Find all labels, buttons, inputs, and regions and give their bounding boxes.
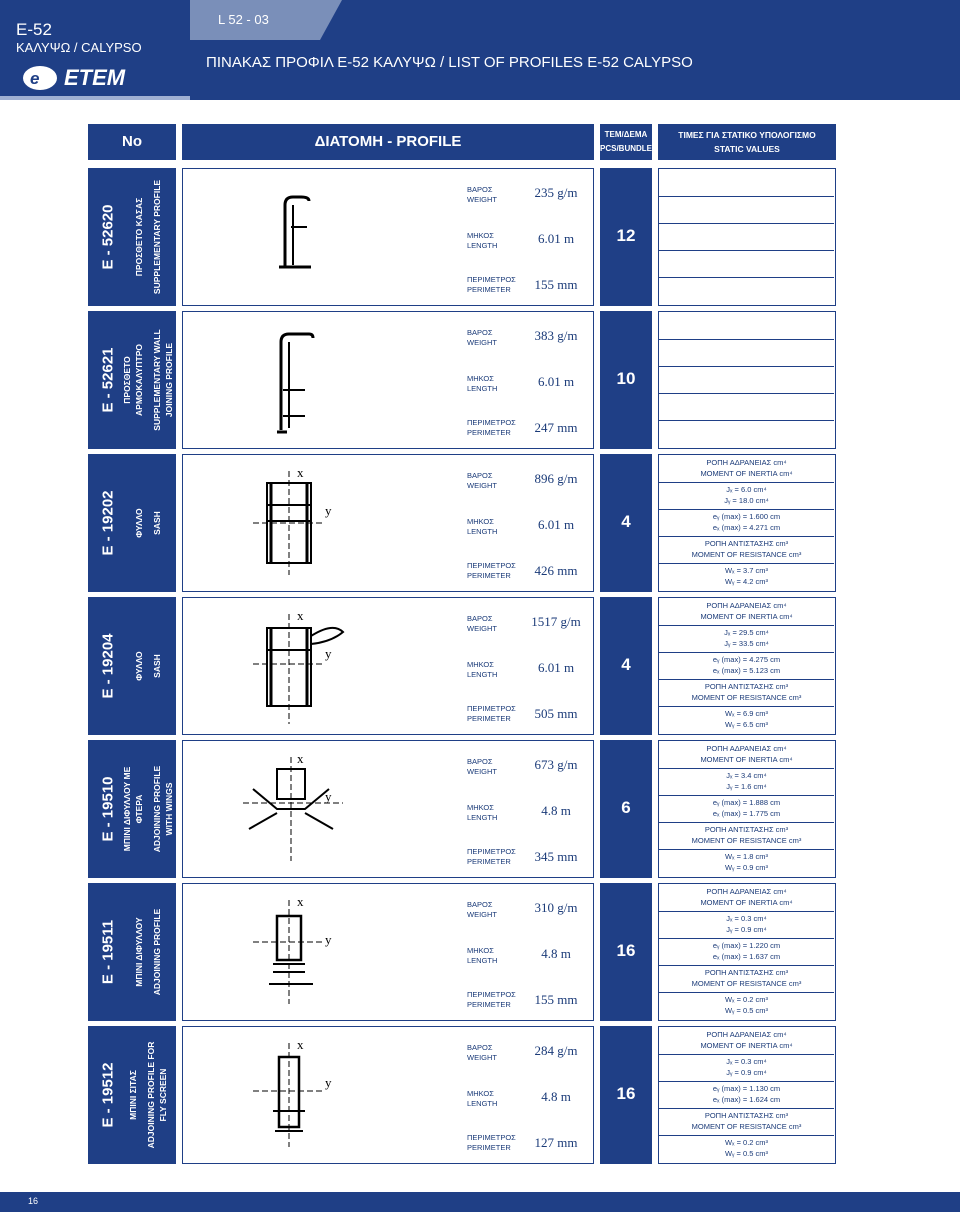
static-values-cell (658, 597, 836, 735)
weight-label-en: WEIGHT (467, 481, 497, 490)
resist-title-gr: ΡΟΠΗ ΑΝΤΙΣΤΑΣΗΣ cm³ (704, 968, 789, 977)
etem-logo (22, 64, 162, 97)
profile-desc-en: SASH (152, 654, 162, 678)
pcs-per-bundle: 6 (600, 740, 652, 878)
divider (659, 509, 834, 510)
table-row (0, 1026, 960, 1164)
empty-static-line (659, 420, 834, 421)
col-header-no: No (88, 124, 176, 160)
inertia-title-en: MOMENT OF INERTIA cm⁴ (700, 755, 793, 764)
profile-desc-gr: ΜΠΙΝΙ ΣΙΤΑΣ (128, 1070, 138, 1120)
axis-y-label: y (325, 789, 332, 804)
series-name: ΚΑΛΥΨΩ / CALYPSO (16, 40, 142, 55)
profile-desc-en: ADJOINING PROFILE WITH WINGS (152, 765, 174, 853)
profile-drawing-cell (182, 311, 594, 449)
empty-static-line (659, 223, 834, 224)
weight-label-en: WEIGHT (467, 1053, 497, 1062)
jx-value: Jₓ = 29.5 cm⁴ (724, 628, 769, 637)
profile-description (122, 1026, 174, 1164)
profile-description (122, 311, 174, 449)
series-code: E-52 (16, 20, 52, 39)
pcs-per-bundle: 12 (600, 168, 652, 306)
axis-x-label: x (297, 1037, 304, 1052)
profile-desc-en: SUPPLEMENTARY PROFILE (152, 179, 162, 295)
inertia-title-gr: ΡΟΠΗ ΑΔΡΑΝΕΙΑΣ cm⁴ (706, 601, 787, 610)
perimeter-label-en: PERIMETER (467, 571, 511, 580)
jy-value: Jᵧ = 0.9 cm⁴ (726, 1068, 767, 1077)
resist-title-en: MOMENT OF RESISTANCE cm³ (691, 979, 802, 988)
length-label (467, 517, 497, 537)
axis-x-label: x (297, 608, 304, 623)
profile-id-cell (88, 597, 176, 735)
perimeter-label-gr: ΠΕΡΙΜΕΤΡΟΣ (467, 847, 516, 856)
divider (659, 679, 834, 680)
perimeter-label (467, 1133, 516, 1153)
profile-drawing-cell (182, 740, 594, 878)
weight-label (467, 614, 497, 634)
profile-drawing-cell (182, 597, 594, 735)
col-header-static-gr: ΤΙΜΕΣ ΓΙΑ ΣΤΑΤΙΚΟ ΥΠΟΛΟΓΙΣΜΟ (678, 130, 816, 140)
axis-y-label: y (325, 1075, 332, 1090)
wx-value: Wₓ = 0.2 cm³ (724, 1138, 769, 1147)
resist-title-en: MOMENT OF RESISTANCE cm³ (691, 693, 802, 702)
length-label-en: LENGTH (467, 670, 498, 679)
profile-desc-text (127, 1042, 169, 1149)
profile-desc-gr: ΠΡΟΣΘΕΤΟ ΑΡΜΟΚΑΛΥΠΤΡΟ (122, 344, 144, 416)
jy-value: Jᵧ = 18.0 cm⁴ (724, 496, 769, 505)
profile-desc-en: SASH (152, 511, 162, 535)
profile-desc-en: SUPPLEMENTARY WALL JOINING PROFILE (152, 329, 174, 431)
divider (659, 1054, 834, 1055)
divider (659, 1135, 834, 1136)
weight-label-en: WEIGHT (467, 195, 497, 204)
perimeter-label (467, 561, 516, 581)
empty-static-line (659, 393, 834, 394)
profile-description (122, 454, 174, 592)
col-header-static (658, 124, 836, 160)
jx-value: Jₓ = 0.3 cm⁴ (726, 1057, 767, 1066)
wy-value: Wᵧ = 0.5 cm³ (724, 1149, 769, 1158)
weight-label-en: WEIGHT (467, 910, 497, 919)
profile-id-cell (88, 883, 176, 1021)
perimeter-label (467, 418, 516, 438)
weight-label-en: WEIGHT (467, 338, 497, 347)
perimeter-label-en: PERIMETER (467, 1143, 511, 1152)
weight-label-gr: ΒΑΡΟΣ (467, 1043, 493, 1052)
length-label-en: LENGTH (467, 241, 498, 250)
length-value: 6.01 m (537, 660, 575, 675)
profile-drawing-cell (182, 454, 594, 592)
profile-id-cell (88, 168, 176, 306)
static-values-cell (658, 454, 836, 592)
weight-label-gr: ΒΑΡΟΣ (467, 614, 493, 623)
profile-desc-gr: ΦΥΛΛΟ (134, 651, 144, 681)
weight-label (467, 757, 497, 777)
perimeter-label-en: PERIMETER (467, 285, 511, 294)
profile-id-cell (88, 454, 176, 592)
inertia-title-en: MOMENT OF INERTIA cm⁴ (700, 898, 793, 907)
resist-title-en: MOMENT OF RESISTANCE cm³ (691, 836, 802, 845)
inertia-title-en: MOMENT OF INERTIA cm⁴ (700, 469, 793, 478)
length-label-en: LENGTH (467, 956, 498, 965)
profile-desc-text (133, 508, 163, 537)
length-label-en: LENGTH (467, 384, 498, 393)
ey-value: eᵧ (max) = 1.220 cm (712, 941, 781, 950)
perimeter-label (467, 275, 516, 295)
table-row (0, 740, 960, 878)
divider (659, 1081, 834, 1082)
length-label-gr: ΜΗΚΟΣ (467, 660, 494, 669)
length-label (467, 660, 497, 680)
perimeter-label (467, 704, 516, 724)
perimeter-label-en: PERIMETER (467, 1000, 511, 1009)
profile-section-diagram (213, 606, 353, 726)
profile-section-diagram (213, 749, 353, 869)
resist-title-gr: ΡΟΠΗ ΑΝΤΙΣΤΑΣΗΣ cm³ (704, 825, 789, 834)
weight-label (467, 471, 497, 491)
weight-label (467, 900, 497, 920)
divider (659, 625, 834, 626)
inertia-title-gr: ΡΟΠΗ ΑΔΡΑΝΕΙΑΣ cm⁴ (706, 744, 787, 753)
weight-value: 383 g/m (534, 328, 578, 343)
jy-value: Jᵧ = 1.6 cm⁴ (726, 782, 767, 791)
length-label-en: LENGTH (467, 527, 498, 536)
ey-value: eᵧ (max) = 1.888 cm (712, 798, 781, 807)
perimeter-value: 155 mm (534, 992, 578, 1007)
wy-value: Wᵧ = 0.5 cm³ (724, 1006, 769, 1015)
axis-x-label: x (297, 894, 304, 909)
divider (659, 795, 834, 796)
weight-label (467, 185, 497, 205)
profile-code-text: E - 19510 (99, 776, 117, 842)
perimeter-value: 247 mm (534, 420, 578, 435)
resist-title-en: MOMENT OF RESISTANCE cm³ (691, 1122, 802, 1131)
perimeter-label-en: PERIMETER (467, 428, 511, 437)
length-label (467, 231, 497, 251)
profile-desc-text (133, 180, 163, 294)
page-number: 16 (28, 1196, 39, 1206)
table-row (0, 883, 960, 1021)
static-values-cell (658, 740, 836, 878)
weight-value: 310 g/m (534, 900, 578, 915)
profile-section-diagram (213, 892, 353, 1012)
divider (659, 706, 834, 707)
profile-desc-text (121, 329, 175, 430)
table-row (0, 168, 960, 306)
divider (659, 849, 834, 850)
pcs-per-bundle: 10 (600, 311, 652, 449)
weight-value: 673 g/m (534, 757, 578, 772)
wx-value: Wₓ = 6.9 cm³ (724, 709, 769, 718)
perimeter-label (467, 990, 516, 1010)
divider (659, 938, 834, 939)
profile-code (94, 311, 122, 449)
profile-code (94, 454, 122, 592)
profile-description (122, 740, 174, 878)
col-header-pcs (600, 124, 652, 160)
pcs-per-bundle: 16 (600, 883, 652, 1021)
length-label-gr: ΜΗΚΟΣ (467, 517, 494, 526)
profile-section-diagram (213, 1035, 353, 1155)
col-header-profile: ΔΙΑΤΟΜΗ - PROFILE (182, 124, 594, 160)
profile-desc-text (133, 651, 163, 680)
weight-label (467, 1043, 497, 1063)
profile-code (94, 740, 122, 878)
profile-id-cell (88, 740, 176, 878)
weight-label-gr: ΒΑΡΟΣ (467, 757, 493, 766)
length-label-en: LENGTH (467, 1099, 498, 1108)
wy-value: Wᵧ = 0.9 cm³ (724, 863, 769, 872)
length-label-gr: ΜΗΚΟΣ (467, 946, 494, 955)
perimeter-label (467, 847, 516, 867)
inertia-title-gr: ΡΟΠΗ ΑΔΡΑΝΕΙΑΣ cm⁴ (706, 1030, 787, 1039)
ex-value: eₓ (max) = 5.123 cm (712, 666, 781, 675)
wy-value: Wᵧ = 4.2 cm³ (724, 577, 769, 586)
profile-drawing (213, 1035, 353, 1155)
ex-value: eₓ (max) = 1.624 cm (712, 1095, 781, 1104)
col-header-pcs-en: PCS/BUNDLE (600, 144, 653, 153)
ex-value: eₓ (max) = 1.637 cm (712, 952, 781, 961)
empty-static-line (659, 339, 834, 340)
perimeter-label-gr: ΠΕΡΙΜΕΤΡΟΣ (467, 990, 516, 999)
perimeter-value: 505 mm (534, 706, 578, 721)
profile-id-cell (88, 1026, 176, 1164)
profile-code (94, 1026, 122, 1164)
profile-desc-en: ADJOINING PROFILE (152, 908, 162, 996)
empty-static-line (659, 366, 834, 367)
col-header-static-en: STATIC VALUES (714, 144, 780, 154)
length-label (467, 946, 497, 966)
profile-desc-gr: ΠΡΟΣΘΕΤΟ ΚΑΣΑΣ (134, 197, 144, 277)
resist-title-gr: ΡΟΠΗ ΑΝΤΙΣΤΑΣΗΣ cm³ (704, 539, 789, 548)
jx-value: Jₓ = 3.4 cm⁴ (726, 771, 767, 780)
axis-y-label: y (325, 503, 332, 518)
length-label-gr: ΜΗΚΟΣ (467, 231, 494, 240)
profile-drawing-cell (182, 168, 594, 306)
wx-value: Wₓ = 0.2 cm³ (724, 995, 769, 1004)
profile-code (94, 883, 122, 1021)
svg-text:e: e (30, 69, 40, 88)
profile-desc-text (121, 766, 175, 852)
weight-label (467, 328, 497, 348)
divider (659, 822, 834, 823)
divider (659, 482, 834, 483)
profile-section-diagram (213, 177, 353, 297)
footer-bar (0, 1192, 960, 1212)
weight-value: 284 g/m (534, 1043, 578, 1058)
perimeter-value: 426 mm (534, 563, 578, 578)
perimeter-label-en: PERIMETER (467, 857, 511, 866)
perimeter-label-en: PERIMETER (467, 714, 511, 723)
ey-value: eᵧ (max) = 1.600 cm (712, 512, 781, 521)
perimeter-value: 155 mm (534, 277, 578, 292)
perimeter-value: 127 mm (534, 1135, 578, 1150)
inertia-title-en: MOMENT OF INERTIA cm⁴ (700, 1041, 793, 1050)
length-value: 4.8 m (541, 803, 571, 818)
profile-desc-text (133, 909, 163, 995)
perimeter-label-gr: ΠΕΡΙΜΕΤΡΟΣ (467, 1133, 516, 1142)
axis-x-label: x (297, 465, 304, 480)
static-values-cell (658, 168, 836, 306)
resist-title-en: MOMENT OF RESISTANCE cm³ (691, 550, 802, 559)
table-row (0, 454, 960, 592)
pcs-per-bundle: 4 (600, 597, 652, 735)
profile-code (94, 168, 122, 306)
weight-label-gr: ΒΑΡΟΣ (467, 185, 493, 194)
weight-label-en: WEIGHT (467, 767, 497, 776)
length-value: 4.8 m (541, 946, 571, 961)
perimeter-label-gr: ΠΕΡΙΜΕΤΡΟΣ (467, 561, 516, 570)
table-row (0, 597, 960, 735)
profile-drawing-cell (182, 883, 594, 1021)
header-brand-block (0, 0, 190, 100)
weight-value: 896 g/m (534, 471, 578, 486)
profile-desc-gr: ΜΠΙΝΙ ΔΙΦΥΛΛΟΥ (134, 917, 144, 987)
profile-drawing-cell (182, 1026, 594, 1164)
pcs-per-bundle: 16 (600, 1026, 652, 1164)
inertia-title-en: MOMENT OF INERTIA cm⁴ (700, 612, 793, 621)
empty-static-line (659, 277, 834, 278)
brand-text: ETEM (64, 65, 126, 90)
jy-value: Jᵧ = 33.5 cm⁴ (724, 639, 769, 648)
length-value: 4.8 m (541, 1089, 571, 1104)
pcs-per-bundle: 4 (600, 454, 652, 592)
page-ref-tab: L 52 - 03 (190, 0, 320, 40)
perimeter-value: 345 mm (534, 849, 578, 864)
weight-value: 235 g/m (534, 185, 578, 200)
header-stripe (0, 96, 190, 100)
page-ref-tab-corner (320, 0, 342, 40)
static-values-cell (658, 883, 836, 1021)
divider (659, 1108, 834, 1109)
resist-title-gr: ΡΟΠΗ ΑΝΤΙΣΤΑΣΗΣ cm³ (704, 1111, 789, 1120)
wy-value: Wᵧ = 6.5 cm³ (724, 720, 769, 729)
profile-code-text: E - 19511 (99, 919, 117, 985)
profile-code-text: E - 52620 (99, 204, 117, 270)
profile-drawing (213, 177, 353, 297)
profile-id-cell (88, 311, 176, 449)
divider (659, 563, 834, 564)
profile-code-text: E - 19512 (99, 1062, 117, 1128)
col-header-pcs-gr: ΤΕΜ/ΔΕΜΑ (604, 130, 648, 139)
perimeter-label-gr: ΠΕΡΙΜΕΤΡΟΣ (467, 275, 516, 284)
length-label (467, 1089, 497, 1109)
profile-drawing (213, 320, 353, 440)
profile-code-text: E - 19202 (99, 490, 117, 556)
profile-drawing (213, 463, 353, 583)
profile-code-text: E - 19204 (99, 633, 117, 699)
weight-value: 1517 g/m (531, 614, 581, 629)
length-label-gr: ΜΗΚΟΣ (467, 1089, 494, 1098)
perimeter-label-gr: ΠΕΡΙΜΕΤΡΟΣ (467, 704, 516, 713)
length-value: 6.01 m (537, 374, 575, 389)
length-label-gr: ΜΗΚΟΣ (467, 803, 494, 812)
inertia-title-gr: ΡΟΠΗ ΑΔΡΑΝΕΙΑΣ cm⁴ (706, 887, 787, 896)
profile-description (122, 883, 174, 1021)
weight-label-gr: ΒΑΡΟΣ (467, 328, 493, 337)
axis-x-label: x (297, 751, 304, 766)
divider (659, 652, 834, 653)
profile-desc-gr: ΦΥΛΛΟ (134, 508, 144, 538)
length-label (467, 374, 497, 394)
profile-code (94, 597, 122, 735)
profile-drawing (213, 606, 353, 726)
length-label (467, 803, 497, 823)
weight-label-gr: ΒΑΡΟΣ (467, 471, 493, 480)
table-row (0, 311, 960, 449)
profile-desc-en: ADJOINING PROFILE FOR FLY SCREEN (146, 1041, 168, 1149)
length-value: 6.01 m (537, 231, 575, 246)
profile-section-diagram (213, 463, 353, 583)
divider (659, 536, 834, 537)
axis-y-label: y (325, 646, 332, 661)
inertia-title-gr: ΡΟΠΗ ΑΔΡΑΝΕΙΑΣ cm⁴ (706, 458, 787, 467)
wx-value: Wₓ = 3.7 cm³ (724, 566, 769, 575)
static-values-cell (658, 1026, 836, 1164)
length-label-gr: ΜΗΚΟΣ (467, 374, 494, 383)
divider (659, 992, 834, 993)
ex-value: eₓ (max) = 1.775 cm (712, 809, 781, 818)
axis-y-label: y (325, 932, 332, 947)
page-title: ΠΙΝΑΚΑΣ ΠΡΟΦΙΛ Ε-52 ΚΑΛΥΨΩ / LIST OF PROFILES E-52 CALYPSO (206, 54, 693, 71)
divider (659, 911, 834, 912)
weight-label-en: WEIGHT (467, 624, 497, 633)
profile-section-diagram (213, 320, 353, 440)
ey-value: eᵧ (max) = 1.130 cm (712, 1084, 781, 1093)
profile-drawing (213, 749, 353, 869)
ey-value: eᵧ (max) = 4.275 cm (712, 655, 781, 664)
length-value: 6.01 m (537, 517, 575, 532)
jx-value: Jₓ = 0.3 cm⁴ (726, 914, 767, 923)
profile-desc-gr: ΜΠΙΝΙ ΔΙΦΥΛΛΟΥ ΜΕ ΦΤΕΡΑ (122, 766, 144, 852)
perimeter-label-gr: ΠΕΡΙΜΕΤΡΟΣ (467, 418, 516, 427)
jx-value: Jₓ = 6.0 cm⁴ (726, 485, 767, 494)
divider (659, 768, 834, 769)
length-label-en: LENGTH (467, 813, 498, 822)
static-values-cell (658, 311, 836, 449)
divider (659, 965, 834, 966)
profile-code-text: E - 52621 (99, 347, 117, 413)
empty-static-line (659, 196, 834, 197)
weight-label-gr: ΒΑΡΟΣ (467, 900, 493, 909)
wx-value: Wₓ = 1.8 cm³ (724, 852, 769, 861)
empty-static-line (659, 250, 834, 251)
resist-title-gr: ΡΟΠΗ ΑΝΤΙΣΤΑΣΗΣ cm³ (704, 682, 789, 691)
profile-description (122, 597, 174, 735)
profile-description (122, 168, 174, 306)
profile-drawing (213, 892, 353, 1012)
jy-value: Jᵧ = 0.9 cm⁴ (726, 925, 767, 934)
ex-value: eₓ (max) = 4.271 cm (712, 523, 781, 532)
